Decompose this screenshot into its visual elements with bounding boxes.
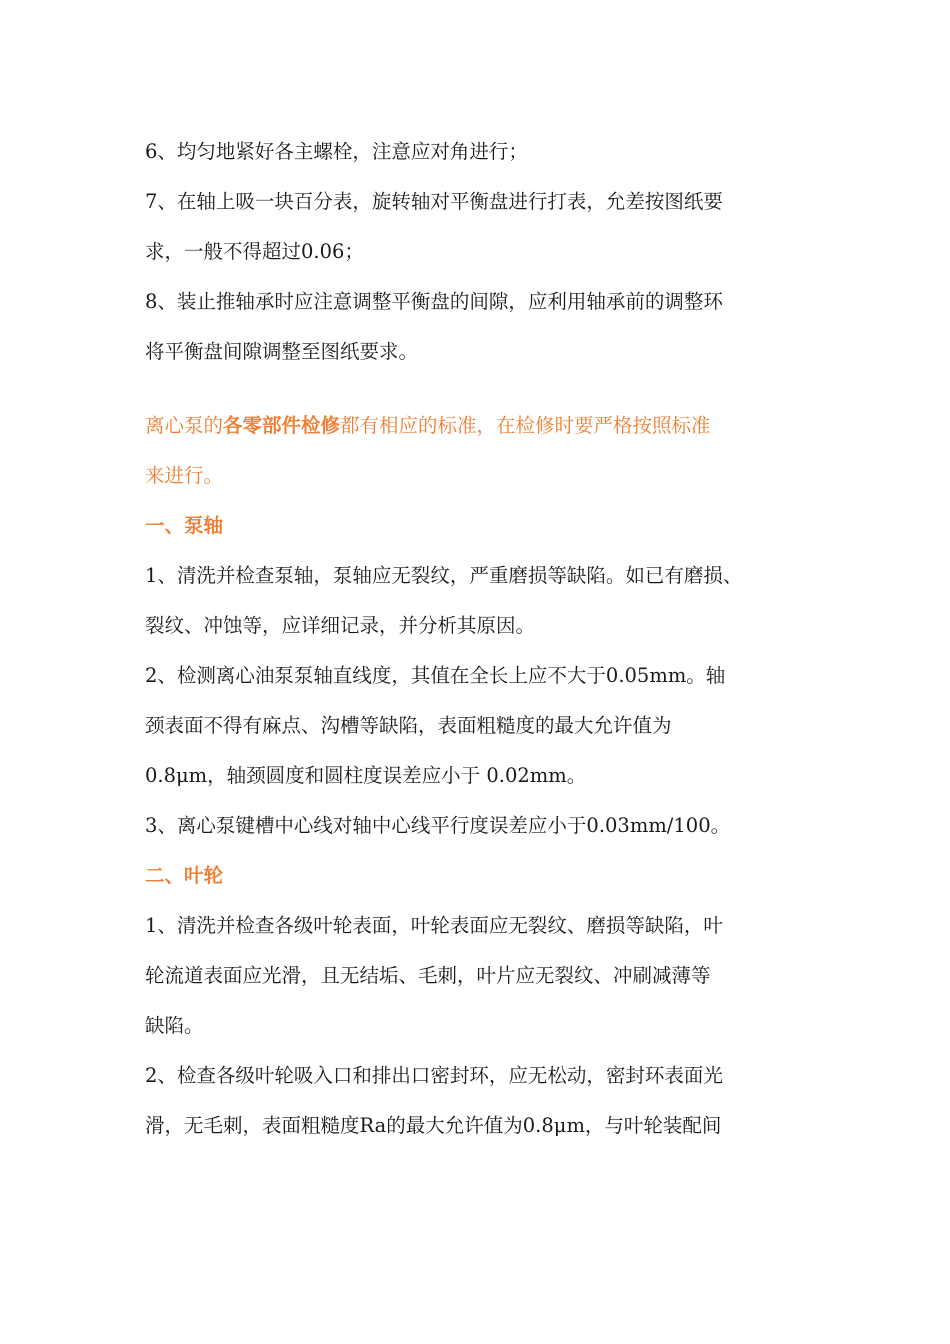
section-heading: 二、叶轮 <box>145 864 224 887</box>
intro-line: 来进行。 <box>145 464 224 487</box>
text-line: 2、检测离心油泵泵轴直线度，其值在全长上应不大于0.05mm。轴 <box>145 664 726 687</box>
text-line: 3、离心泵键槽中心线对轴中心线平行度误差应小于0.03mm/100。 <box>145 814 731 837</box>
section-shaft <box>145 501 825 851</box>
text-line: 6、均匀地紧好各主螺栓，注意应对角进行； <box>145 140 528 163</box>
section-heading: 一、泵轴 <box>145 514 224 537</box>
section-impeller <box>145 851 825 1151</box>
text-line: 颈表面不得有麻点、沟槽等缺陷，表面粗糙度的最大允许值为 <box>145 714 672 737</box>
text-line: 滑，无毛刺，表面粗糙度Ra的最大允许值为0.8μm，与叶轮装配间 <box>145 1114 722 1137</box>
text-line: 裂纹、冲蚀等，应详细记录，并分析其原因。 <box>145 614 536 637</box>
intro-text: 都有相应的标准，在检修时要严格按照标准 <box>340 414 711 437</box>
text-line: 求，一般不得超过0.06； <box>145 240 364 263</box>
section-top <box>145 127 825 377</box>
text-line: 1、清洗并检查各级叶轮表面，叶轮表面应无裂纹、磨损等缺陷，叶 <box>145 914 723 937</box>
intro-emphasis: 各零部件检修 <box>223 414 341 437</box>
text-line: 2、检查各级叶轮吸入口和排出口密封环，应无松动，密封环表面光 <box>145 1064 723 1087</box>
document-page <box>145 127 825 1151</box>
text-line: 0.8μm，轴颈圆度和圆柱度误差应小于 0.02mm。 <box>145 764 587 787</box>
text-line: 轮流道表面应光滑，且无结垢、毛刺，叶片应无裂纹、冲刷减薄等 <box>145 964 711 987</box>
text-line: 8、装止推轴承时应注意调整平衡盘的间隙，应利用轴承前的调整环 <box>145 290 723 313</box>
text-line: 将平衡盘间隙调整至图纸要求。 <box>145 340 419 363</box>
spacer <box>145 377 825 401</box>
text-line: 7、在轴上吸一块百分表，旋转轴对平衡盘进行打表，允差按图纸要 <box>145 190 723 213</box>
intro-line <box>145 401 825 451</box>
intro-paragraph <box>145 401 825 501</box>
text-line: 1、清洗并检查泵轴，泵轴应无裂纹，严重磨损等缺陷。如已有磨损、 <box>145 564 743 587</box>
text-line: 缺陷。 <box>145 1014 204 1037</box>
intro-text: 离心泵的 <box>145 414 224 437</box>
